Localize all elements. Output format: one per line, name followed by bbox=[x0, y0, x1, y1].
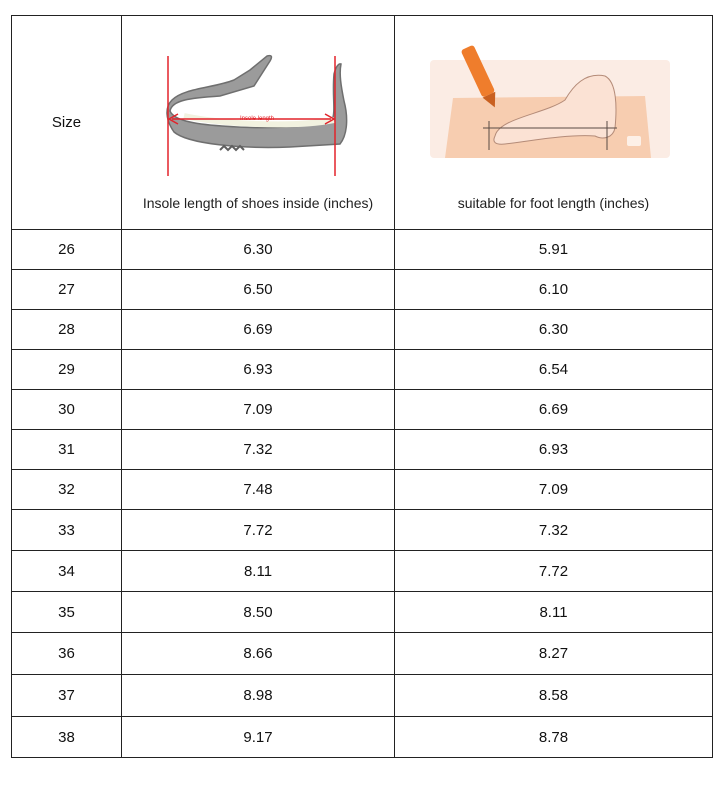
table-row bbox=[12, 675, 713, 717]
foot-length-cell: 6.30 bbox=[395, 310, 713, 350]
size-cell: 37 bbox=[12, 675, 122, 717]
insole-length-cell: 7.72 bbox=[122, 510, 395, 551]
foot-length-cell: 7.32 bbox=[395, 510, 713, 551]
size-cell: 36 bbox=[12, 633, 122, 675]
size-cell: 33 bbox=[12, 510, 122, 551]
size-cell: 30 bbox=[12, 390, 122, 430]
insole-length-cell: 8.66 bbox=[122, 633, 395, 675]
foot-length-cell: 7.09 bbox=[395, 470, 713, 510]
insole-length-cell: 8.50 bbox=[122, 592, 395, 633]
table-row bbox=[12, 310, 713, 350]
table-row bbox=[12, 230, 713, 270]
insole-length-cell: 9.17 bbox=[122, 717, 395, 758]
table-row bbox=[12, 551, 713, 592]
table-row bbox=[12, 510, 713, 551]
size-cell: 34 bbox=[12, 551, 122, 592]
table-row bbox=[12, 390, 713, 430]
foot-length-cell: 8.58 bbox=[395, 675, 713, 717]
insole-length-cell: 6.30 bbox=[122, 230, 395, 270]
foot-length-cell: 5.91 bbox=[395, 230, 713, 270]
insole-length-cell: 7.48 bbox=[122, 470, 395, 510]
table-row bbox=[12, 430, 713, 470]
size-cell: 28 bbox=[12, 310, 122, 350]
table-row bbox=[12, 350, 713, 390]
size-cell: 29 bbox=[12, 350, 122, 390]
size-cell: 27 bbox=[12, 270, 122, 310]
insole-length-cell: 7.32 bbox=[122, 430, 395, 470]
foot-length-cell: 6.69 bbox=[395, 390, 713, 430]
foot-length-cell: 6.93 bbox=[395, 430, 713, 470]
header-row bbox=[12, 16, 713, 230]
watermark-mark bbox=[627, 136, 641, 146]
foot-length-cell: 6.10 bbox=[395, 270, 713, 310]
size-cell: 38 bbox=[12, 717, 122, 758]
table-row bbox=[12, 592, 713, 633]
table-row bbox=[12, 633, 713, 675]
size-cell: 26 bbox=[12, 230, 122, 270]
size-column-header: Size bbox=[12, 16, 122, 230]
insole-length-cell: 8.11 bbox=[122, 551, 395, 592]
insole-length-caption: Insole length bbox=[239, 116, 275, 122]
size-chart-table bbox=[11, 15, 713, 758]
insole-length-cell: 8.98 bbox=[122, 675, 395, 717]
foot-length-cell: 7.72 bbox=[395, 551, 713, 592]
foot-length-cell: 8.11 bbox=[395, 592, 713, 633]
foot-header-label: suitable for foot length (inches) bbox=[457, 195, 650, 211]
insole-column-header bbox=[122, 16, 395, 230]
foot-measure-illustration bbox=[395, 16, 713, 186]
foot-length-cell: 8.27 bbox=[395, 633, 713, 675]
table-row bbox=[12, 470, 713, 510]
insole-header-label: Insole length of shoes inside (inches) bbox=[142, 195, 374, 211]
sole-tread bbox=[220, 146, 244, 150]
shoe-sole-shape bbox=[167, 56, 347, 148]
table-row bbox=[12, 717, 713, 758]
insole-length-cell: 6.93 bbox=[122, 350, 395, 390]
shoe-insole-illustration bbox=[122, 16, 395, 186]
size-cell: 35 bbox=[12, 592, 122, 633]
insole-length-cell: 6.69 bbox=[122, 310, 395, 350]
insole-length-cell: 6.50 bbox=[122, 270, 395, 310]
size-cell: 32 bbox=[12, 470, 122, 510]
insole-length-cell: 7.09 bbox=[122, 390, 395, 430]
foot-length-cell: 6.54 bbox=[395, 350, 713, 390]
foot-column-header bbox=[395, 16, 713, 230]
size-cell: 31 bbox=[12, 430, 122, 470]
foot-length-cell: 8.78 bbox=[395, 717, 713, 758]
table-row bbox=[12, 270, 713, 310]
